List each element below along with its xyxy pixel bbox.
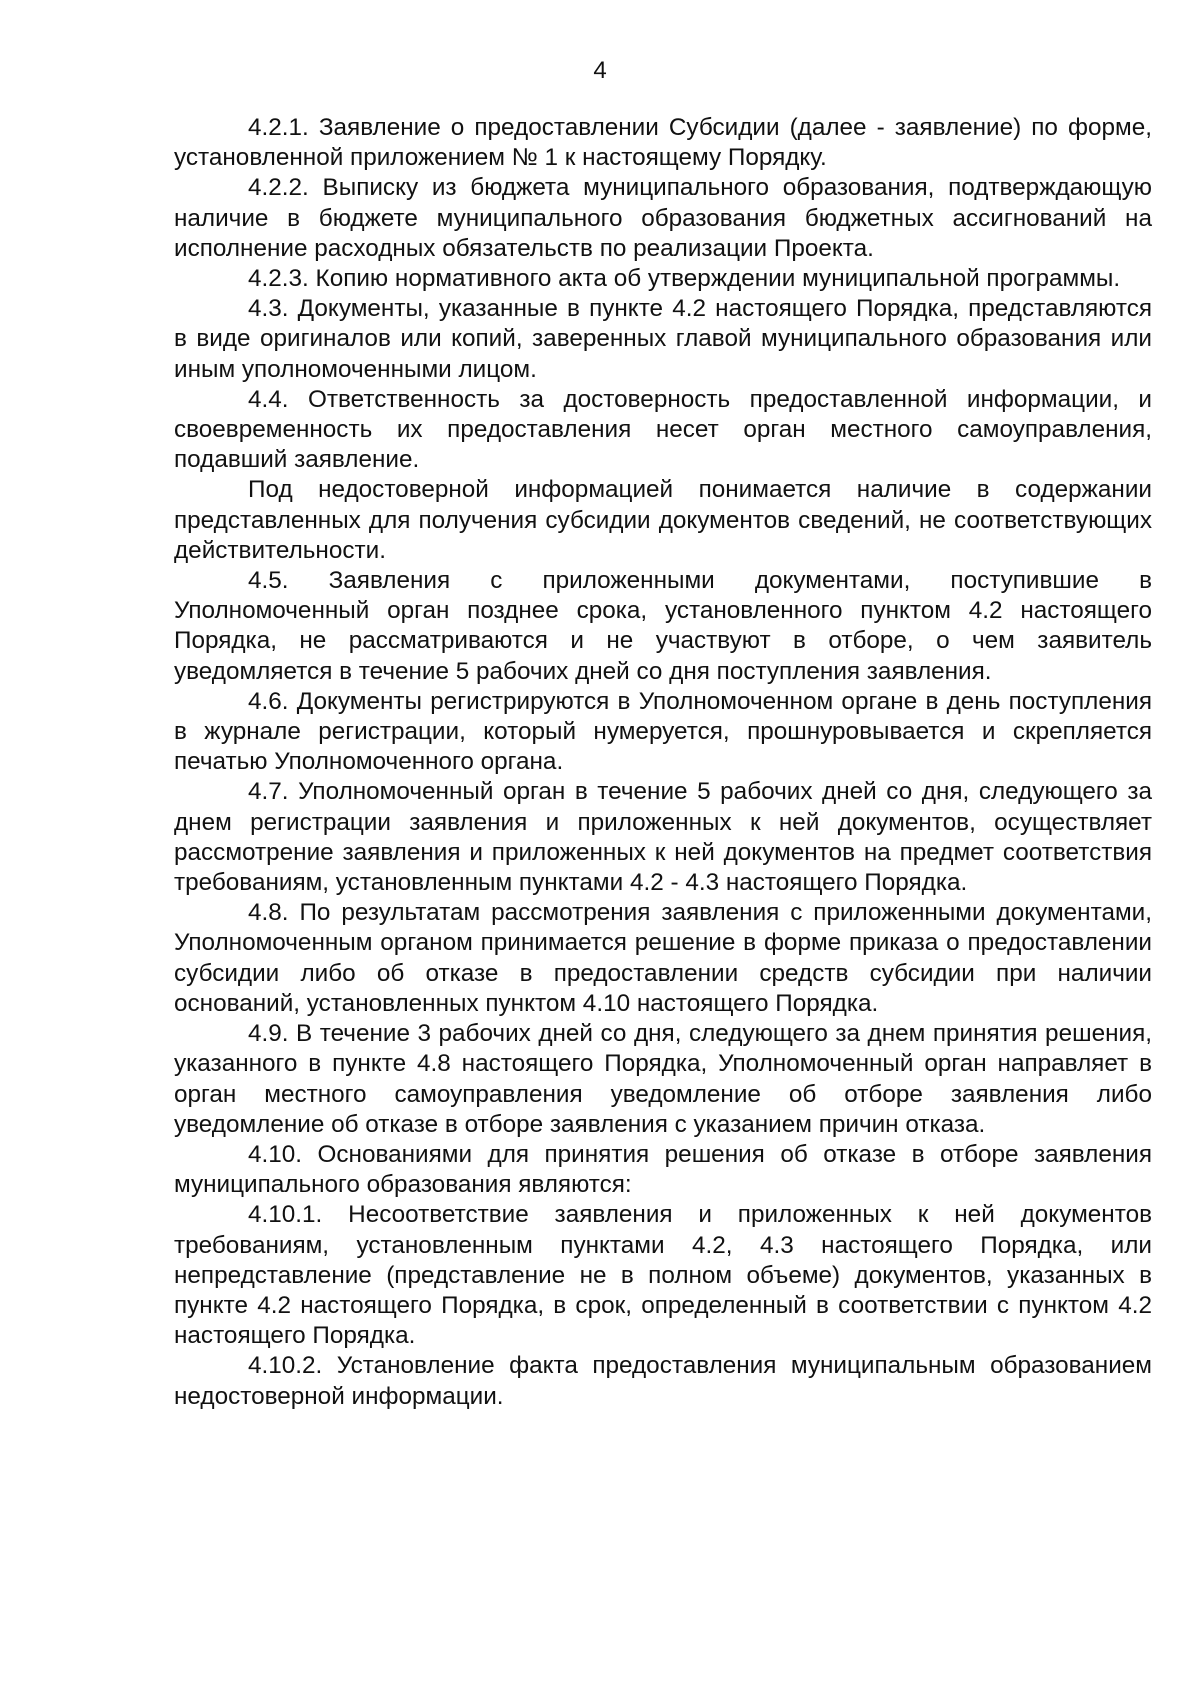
paragraph-4-9: 4.9. В течение 3 рабочих дней со дня, следующего за днем принятия решения, указанного в пункте 4.8 настоящего Порядка, Уполномоченный орган направляет в орган местного самоуправления уведомление об отборе заявления либо уведомление об отказе в отборе заявления с указанием причин отказа. bbox=[174, 1020, 1152, 1138]
paragraph-false-information-definition: Под недостоверной информацией понимается наличие в содержании представленных для получения субсидии документов сведений, не соответствующих действительности. bbox=[174, 476, 1152, 564]
paragraph-4-6: 4.6. Документы регистрируются в Уполномоченном органе в день поступления в журнале регистрации, который нумеруется, прошнуровывается и скрепляется печатью Уполномоченного органа. bbox=[174, 687, 1152, 776]
paragraph-4-10-2: 4.10.2. Установление факта предоставления муниципальным образованием недостоверной информации. bbox=[174, 1352, 1152, 1410]
paragraph-4-7: 4.7. Уполномоченный орган в течение 5 рабочих дней со дня, следующего за днем регистрации заявления и приложенных к ней документов, осуществляет рассмотрение заявления и приложенных к ней документов на предмет соответствия требованиям, установленным пунктами 4.2 - 4.3 настоящего Порядка. bbox=[174, 778, 1152, 897]
paragraph-4-10: 4.10. Основаниями для принятия решения об отказе в отборе заявления муниципального образования являются: bbox=[174, 1140, 1152, 1199]
paragraph-4-2-1: 4.2.1. Заявление о предоставлении Субсидии (далее - заявление) по форме, установленной приложением № 1 к настоящему Порядку. bbox=[174, 114, 1152, 172]
paragraph-4-2-2: 4.2.2. Выписку из бюджета муниципального образования, подтверждающую наличие в бюджете муниципального образования бюджетных ассигнований на исполнение расходных обязательств по реализации Проекта. bbox=[174, 174, 1152, 262]
paragraph-4-5: 4.5. Заявления с приложенными документами, поступившие в Уполномоченный орган позднее срока, установленного пунктом 4.2 настоящего Порядка, не рассматриваются и не участвуют в отборе, о чем заявитель уведомляется в течение 5 рабочих дней со дня поступления заявления. bbox=[174, 567, 1152, 685]
paragraph-4-3: 4.3. Документы, указанные в пункте 4.2 настоящего Порядка, представляются в виде оригиналов или копий, заверенных главой муниципального образования или иным уполномоченными лицом. bbox=[174, 295, 1152, 383]
paragraph-4-4: 4.4. Ответственность за достоверность предоставленной информации, и своевременность их предоставления несет орган местного самоуправления, подавший заявление. bbox=[174, 385, 1152, 474]
paragraph-4-10-1: 4.10.1. Несоответствие заявления и приложенных к ней документов требованиям, установленным пунктами 4.2, 4.3 настоящего Порядка, или непредставление (представление не в полном объеме) документов, указанных в пункте 4.2 настоящего Порядка, в срок, определенный в соответствии с пунктом 4.2 настоящего Порядка. bbox=[174, 1201, 1152, 1350]
document-body bbox=[174, 113, 1152, 1412]
paragraph-4-8: 4.8. По результатам рассмотрения заявления с приложенными документами, Уполномоченным органом принимается решение в форме приказа о предоставлении субсидии либо об отказе в предоставлении средств субсидии при наличии оснований, установленных пунктом 4.10 настоящего Порядка. bbox=[174, 899, 1152, 1017]
paragraph-4-2-3: 4.2.3. Копию нормативного акта об утверждении муниципальной программы. bbox=[248, 265, 1121, 293]
page-number: 4 bbox=[593, 57, 607, 84]
